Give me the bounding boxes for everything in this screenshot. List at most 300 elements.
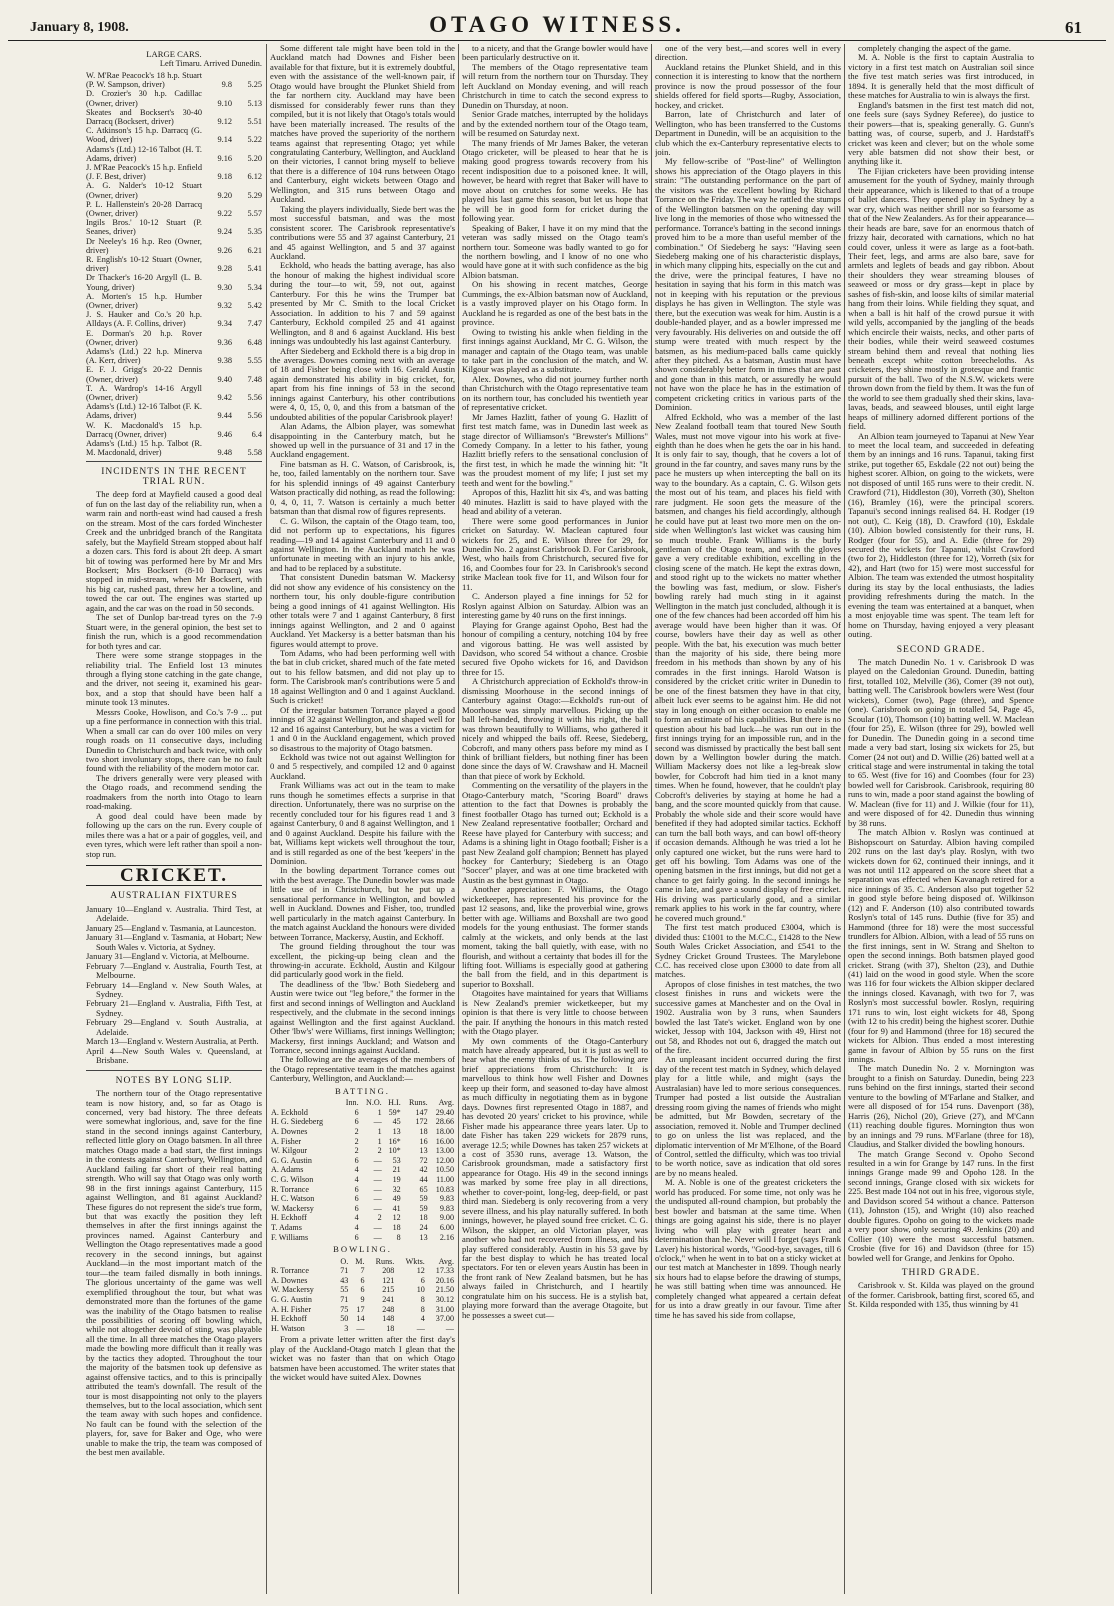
car-entry: Dr Thacker's 16-20 Argyll (L. B. Young, driver) — [86, 273, 202, 292]
section-divider — [86, 1070, 262, 1071]
batting-row — [270, 1175, 455, 1185]
batting-row — [270, 1146, 455, 1156]
batting-row — [270, 1194, 455, 1204]
article-paragraph: Barron, late of Christchurch and later of Wellington, who has been transferred to the Customs Department in Dunedin, will be an acquisition to the club which the ex-Canterbury representative elects to join. — [655, 109, 841, 157]
bowling-title: BOWLING. — [333, 1244, 392, 1255]
stats-cell: A. Adams — [271, 1165, 304, 1175]
column-rule — [651, 44, 652, 1594]
stats-cell: 9.83 — [439, 1194, 454, 1204]
stats-cell: — — [373, 1155, 382, 1165]
article-paragraph: The many friends of Mr James Baker, the veteran Otago cricketer, will be pleased to hear that he is making good progress towards recovery from his recent indisposition due to a poisoned knee. It will, however, be heard with regret that Baker will have to move about on crutches for some weeks. He has played his last game this season, but let us hope that he will be in good form for cricket during the following year. — [462, 137, 648, 224]
stats-cell: — — [373, 1117, 382, 1127]
car-left-time: 9.40 — [217, 374, 232, 384]
stats-cell: 20.16 — [435, 1275, 454, 1285]
car-row — [86, 365, 262, 383]
stats-cell: 16.00 — [435, 1136, 454, 1146]
article-paragraph: Playing for Grange against Opoho, Best had the honour of compiling a century, notching 104 by free and vigorous batting. He was well assisted by Davidson, who scored 54 without a chance. Crosbie secured five Opoho wickets for 16, and Davidson three for 15. — [462, 619, 648, 677]
stats-cell: R. Torrance — [271, 1266, 309, 1276]
stats-cell: 32 — [392, 1184, 401, 1194]
article-paragraph: Frank Williams was act out in the team to make runs though he sometimes effects a surprise in that direction. Unfortunately, there was no surprise on the recently concluded tour for his figures read 1 and 3 against Canterbury, 0 and 8 against Wellington, and 1 and 0 against Auckland. Despite his failure with the bat, Williams kept wickets well throughout the tour, and is still regarded as one of the best 'keepers' in the Dominion. — [270, 780, 455, 866]
car-entry: J. M'Rae Peacock's 15 h.p. Enfield (J. F. Best, driver) — [86, 162, 202, 182]
stats-cell: 10* — [388, 1146, 401, 1156]
stats-cell: 8 — [420, 1304, 425, 1314]
car-entry: Adams's (Ltd.) 12-16 Talbot (H. T. Adams, driver) — [86, 144, 202, 163]
car-row — [86, 402, 262, 420]
stats-cell: H. Eckhoff — [271, 1213, 307, 1223]
stats-cell: 17.33 — [435, 1266, 454, 1276]
stats-cell: 13 — [392, 1127, 401, 1137]
article-paragraph: The set of Dunlop bar-tread tyres on the 7-9 Stuart were, in the general opinion, the best set to finish the run, which is a good recommendation for both tyres and car. — [86, 612, 262, 651]
bowling-row — [270, 1295, 455, 1305]
car-entry: Adams's (Ltd.) 15 h.p. Talbot (R. M. Macdonald, driver) — [86, 439, 202, 458]
column-rule — [458, 44, 459, 1594]
article-paragraph: An Albion team journeyed to Tapanui at New Year to meet the local team, and succeeded in defeating them by an innings and 16 runs. Tapanui, taking first strike, put together 65, Eskdale (22 not out) being the highest scorer. Albion, on going to the wickets, were not disposed of until 165 runs were to their credit. N. Crawford (71), Hiddleston (30), Vorreth (30), Shelton (16), Bramley (16), were the principal scorers. Tapanui's second innings realised 84. H. Rodger (19 not out), C. Keig (18), D. Crawford (10), Eskdale (10). Albion bowled consistently for their runs, H. Rodger (four for 55), and A. Edie (three for 29) secured the wickets for Tapanui, whilst Crawford (two for 2), Hiddleston (three for 12), Vorreth (six for 42), and Hart (two for 15) were most successful for Albion. The team was extended the utmost hospitality during its stay by the local enthusiasts, the ladies providing refreshments during the match. In the evening the team was entertained at a banquet, when a most enjoyable time was spent. The team left for home on Thursday, having enjoyed a very pleasant outing. — [848, 430, 1034, 640]
car-left-time: 9.38 — [217, 356, 232, 366]
batting-row — [270, 1117, 455, 1127]
car-entry: Dr Neeley's 16 h.p. Reo (Owner, driver) — [86, 236, 202, 255]
car-row — [86, 237, 262, 255]
stats-cell: 208 — [382, 1266, 395, 1276]
article-paragraph: On his showing in recent matches, George Cummings, the ex-Albion batsman now of Auckland, is a vastly improved player on his Otago form. In Auckland he is regarded as one of the best bats in the province. — [462, 279, 648, 328]
article-paragraph: The deep ford at Mayfield caused a good deal of fun on the last day of the reliability run, when a warm rain and north-east wind had caused a fresh on the stream. Most of the cars forded Winchester Creek and the unbridged branch of the Rangitata safely, but the Mayfield Stream stopped about half a dozen cars. This ford is about 2ft deep. A smart bit of towing was performed here by Mr and Mrs Bocksert; Mrs Bocksert (8-10 Darracq) was stopped in mid-stream, when Mr Bocksert, with his big car, rushed past, threw her a towline, and towed the car out. The engines was started up again, and the car was on the road in 50 seconds. — [86, 489, 262, 613]
article-paragraph: Messrs Cooke, Howlison, and Co.'s 7-9 ... put up a fine performance in connection with this trial. When a small car can do over 100 miles on very rough roads on 11 consecutive days, including Dunedin to Christchurch and back twice, with only two short involuntary stops, there can be no fault found with the reliability of the modern motor car. — [86, 706, 262, 774]
article-paragraph: to a nicety, and that the Grange bowler would have been particularly destructive on it. — [462, 44, 648, 63]
stats-cell: — — [356, 1323, 365, 1333]
article-paragraph: There were some good performances in Junior cricket on Saturday. W. Maclean captured four wickets for 25, and E. Wilson three for 29, for Dunedin No. 2 against Carisbrook D. For Carisbrook, West, who hails from Christchurch, secured five for 16, and Coombes four for 23. In Carisbrook's second strike Maclean took five for 11, and Wilson four for 11. — [462, 515, 648, 592]
stats-cell: A. Downes — [271, 1275, 308, 1285]
batting-row — [270, 1108, 455, 1118]
stats-cell: — — [373, 1194, 382, 1204]
stats-cell: C. G. Wilson — [271, 1175, 314, 1185]
article-paragraph: Auckland retains the Plunket Shield, and in this connection it is interesting to know that the northern province is now the proud possessor of the four shields offered for field sports—Rugby, Association, hockey, and cricket. — [655, 61, 841, 110]
car-row — [86, 273, 262, 291]
car-left-time: 9.20 — [217, 190, 232, 200]
stats-cell: 13 — [419, 1232, 428, 1242]
stats-cell: 13 — [419, 1146, 428, 1156]
stats-cell: 17 — [356, 1304, 365, 1314]
column-4-text — [655, 44, 841, 1320]
stats-cell: H. Eckhoff — [271, 1314, 307, 1324]
car-row — [86, 126, 262, 144]
article-paragraph: Apropos of close finishes in test matches, the two closest finishes in runs and wickets were the successive games at Manchester and on the Oval in 1902. Australia won by 3 runs, when Saunders bowled the last Tate's wicket. England won by one wicket, Jessop with 104, Jackson with 49, Hirst not out 58, and Rhodes not out 6, dragged the match out of the fire. — [655, 978, 841, 1056]
column-4 — [655, 44, 841, 1596]
article-paragraph: The ground fielding throughout the tour was excellent, the picking-up being clean and the throwing-in accurate. Eckhold, Austin and Kilgour did particularly good work in the field. — [270, 941, 455, 980]
fixture-item: January 31—England v. Tasmania, at Hobart; New South Wales v. Victoria, at Sydney. — [86, 932, 262, 952]
article-paragraph: The match Dunedin No. 2 v. Mornington was brought to a finish on Saturday. Dunedin, being 223 runs behind on the first innings, started their second venture to the bowling of M'Farlane and Stalker, and were all disposed of for 154 runs. Davenport (38), Harris (26), Nichol (20), Grieve (27), and M'Cann (11) reaching double figures. Mornington thus won by an innings and 79 runs. M'Farlane (three for 18), Claudius, and Stalker divided the bowling honours. — [848, 1063, 1034, 1150]
stats-cell: 49 — [392, 1194, 401, 1204]
car-arrived-time: 6.12 — [247, 172, 262, 182]
car-left-time: 9.10 — [217, 98, 232, 108]
stats-cell: 16* — [388, 1136, 401, 1146]
stats-cell: 3 — [344, 1323, 349, 1333]
article-paragraph: The drivers generally were very pleased with the Otago roads, and recommend sending the roadmakers from the north into Otago to learn road-making. — [86, 772, 262, 812]
article-paragraph: Of the irregular batsmen Torrance played a good innings of 32 against Wellington, and shaped well for 12 and 16 against Canterbury, but he was a victim for 1 and 0 in the Auckland engagement, which proved so disastrous to the majority of Otago batsmen. — [270, 704, 455, 753]
stats-cell: A. Eckhold — [271, 1107, 308, 1117]
article-paragraph: Another appreciation: F. Williams, the Otago wicketkeeper, has represented his province for the past 12 seasons, and, like the proverbial wine, grows better with age. Williams and Boxshall are two good models for the young enthusiast. The former stands calmly at the wickets, and only bends at the last moment, taking the ball quietly, with ease, with no flourish, and without a certainty that bodes ill for the lifting foot. Williams is especially good at gathering the ball from the field, and in this department is superior to Boxshall. — [462, 884, 648, 989]
article-paragraph: completely changing the aspect of the game. — [858, 44, 1011, 53]
car-entry: Skeates and Bocksert's 30-40 Darracq (Bocksert, driver) — [86, 107, 202, 126]
stats-cell: 241 — [382, 1295, 395, 1305]
stats-cell: 55 — [340, 1285, 349, 1295]
stats-cell: F. Williams — [271, 1232, 309, 1242]
stats-cell: 19 — [392, 1175, 401, 1185]
car-row — [86, 421, 262, 439]
stats-cell: 1 — [377, 1107, 382, 1117]
stats-cell: 71 — [340, 1295, 349, 1305]
section-divider — [86, 461, 262, 462]
article-paragraph: Apropos of this, Hazlitt hit six 4's, and was batting 40 minutes. Hazlitt is said to have played with the head and ability of a veteran. — [462, 487, 648, 517]
car-entry: Ingils Bros.' 10-12 Stuart (P. Seanes, driver) — [86, 218, 202, 237]
car-arrived-time: 5.57 — [247, 208, 262, 218]
stats-cell: 30.12 — [435, 1295, 454, 1305]
car-row — [86, 181, 262, 199]
stats-cell: 18 — [419, 1213, 428, 1223]
stats-cell: 18 — [392, 1223, 401, 1233]
batting-row — [270, 1223, 455, 1233]
stats-cell: 2 — [354, 1146, 359, 1156]
stats-cell: 4 — [354, 1223, 359, 1233]
car-left-time: 9.12 — [217, 116, 232, 126]
stats-cell: 2 — [354, 1127, 359, 1137]
article-paragraph: The first test match produced £3004, which is divided thus: £1001 to the M.C.C., £1428 to the New South Wales Cricket Association, and £541 to the Sydney Cricket Ground Trustees. The Marylebone C.C. has received close upon £3000 to date from all matches. — [655, 922, 841, 980]
stats-cell: 43 — [340, 1275, 349, 1285]
notes-heading: NOTES BY LONG SLIP. — [115, 1075, 233, 1086]
car-entry: D. Crozier's 30 h.p. Cadillac (Owner, driver) — [86, 89, 202, 108]
fixture-item: February 7—England v. Australia, Fourth Test, at Melbourne. — [86, 960, 262, 981]
stats-cell: — — [373, 1223, 382, 1233]
stats-cell: 18 — [419, 1127, 428, 1137]
bowling-row — [270, 1314, 455, 1324]
stats-cell: 148 — [382, 1314, 395, 1324]
car-left-time: 9.8 — [221, 80, 232, 90]
fixture-item: April 4—New South Wales v. Queensland, at Brisbane. — [86, 1045, 262, 1066]
second-grade-heading: SECOND GRADE. — [896, 644, 986, 655]
fixture-item: January 10—England v. Australia. Third Test, at Adelaide. — [86, 903, 262, 924]
car-arrived-time: 5.29 — [247, 190, 262, 200]
stats-cell: 248 — [382, 1304, 395, 1314]
newspaper-title: OTAGO WITNESS. — [429, 12, 685, 37]
stats-cell: 21.50 — [435, 1285, 454, 1295]
car-entry: Adams's (Ltd.) 22 h.p. Minerva (A. Kerr, driver) — [86, 347, 202, 366]
third-grade-article — [848, 1281, 1034, 1309]
car-arrived-time: 5.25 — [247, 80, 262, 90]
stats-cell: — — [373, 1203, 382, 1213]
car-arrived-time: 5.41 — [247, 264, 262, 274]
batting-row — [270, 1156, 455, 1166]
car-arrived-time: 5.20 — [247, 153, 262, 163]
article-paragraph: C. Anderson played a fine innings for 52 for Roslyn against Albion on Saturday. Albion was an interesting game by 40 runs on the first innings. — [462, 591, 648, 621]
bowling-row — [270, 1266, 455, 1276]
car-arrived-time: 5.56 — [247, 393, 262, 403]
stats-cell: 4 — [354, 1175, 359, 1185]
article-paragraph: Fine batsman as H. C. Watson, of Carisbrook, is, he, too, failed lamentably on the northern tour. Save for his splendid innings of 49 against Canterbury Watson practically did nothing, as read the following: 0, 4, 0, 11, 7. Watson is certainly a much better batsman than that dismal row of figures represents. — [270, 458, 455, 517]
car-arrived-time: 5.35 — [247, 227, 262, 237]
car-left-time: 9.18 — [217, 172, 232, 182]
bowling-table — [270, 1257, 455, 1334]
cars-arrived-label: Arrived Dunedin. — [203, 59, 262, 69]
cricket-heading: CRICKET. — [86, 865, 262, 886]
article-paragraph: That consistent Dunedin batsman W. Mackersy did not show any evidence of his consistency on the northern tour, his only double-figure contribution being a good innings of 41 against Wellington. His other totals were 7 and 1 against Canterbury, 8 first innings against Wellington, and 2 and 0 against Auckland. Yet Mackersy is a better batsman than his figures would attempt to prove. — [270, 572, 455, 649]
stats-cell: 75 — [340, 1304, 349, 1314]
stats-cell: 11.00 — [436, 1175, 454, 1185]
stats-cell: 53 — [392, 1155, 401, 1165]
car-left-time: 9.30 — [217, 282, 232, 292]
column-3-text — [462, 44, 648, 1320]
stats-cell: 59 — [419, 1203, 428, 1213]
fixtures-heading: AUSTRALIAN FIXTURES — [110, 891, 238, 902]
stats-cell: 10.83 — [435, 1184, 454, 1194]
stats-header: N.O. — [365, 1098, 382, 1108]
stats-header — [270, 1098, 340, 1108]
stats-header: O. — [340, 1256, 349, 1266]
batting-table — [270, 1098, 455, 1242]
car-left-time: 9.32 — [217, 300, 232, 310]
page-number: 61 — [1065, 18, 1082, 37]
batting-row — [270, 1127, 455, 1137]
stats-header: M. — [355, 1256, 365, 1266]
stats-cell: 10.50 — [435, 1165, 454, 1175]
stats-cell: T. Adams — [271, 1223, 302, 1233]
article-paragraph: Carisbrook v. St. Kilda was played on the ground of the former. Carisbrook, batting first, scored 65, and St. Kilda responded with 135, thus winning by 41 — [848, 1280, 1034, 1310]
stats-cell: 1 — [377, 1127, 382, 1137]
stats-cell: 6 — [354, 1107, 359, 1117]
car-left-time: 9.42 — [217, 393, 232, 403]
car-row — [86, 89, 262, 107]
article-paragraph: Speaking of Baker, I have it on my mind that the veteran was sadly missed on the Otago team's northern tour. Someone was badly wanted to go for the northern bowling, and I know of no one who would have gone at it with such confidence as the big Albion batsman. — [462, 222, 648, 280]
car-left-time: 9.28 — [217, 264, 232, 274]
stats-cell: 8 — [396, 1232, 401, 1242]
stats-cell: 4 — [354, 1165, 359, 1175]
car-entry: J. S. Hauker and Co.'s 20 h.p. Alldays (A. F. Collins, driver) — [86, 310, 202, 329]
stats-cell: H. C. Watson — [271, 1194, 315, 1204]
article-paragraph: The Fijian cricketers have been providing intense amusement for the youth of Sydney, mainly through their appearance, which is likened to that of a troupe of ballet dancers. They opened play in Sydney by a war cry, which was neither shrill nor so fearsome as that of the New Zealanders. As for their appearance—their heads are bare, save for an enormous thatch of frizzy hair, decorated with carnations, which no hat could cover, unless it were as large as a foot-bath. Their feet, legs, and arms are also bare, save for armlets and leglets of beads and gay ribbon. About their shoulders they wear streaming blouses of seaweed or moss or dry grass—kept in place by sashes of fish-skin, and loose kilts of similar material hang from their loins. While fielding they squat, and when a ball is hit half of the crowd pursue it with wild yells, accompanied by the jangling of the beads which encircle their waists, necks, and other parts of their bodies, while their weird seaweed costumes stream behind them and reveal that nothing lies beneath except white cotton breecheloths. As cricketers, they shine mostly in grotesque and frantic pursuit of the ball. Two of the N.S.W. wickets were thrown down from the field by them. It was the fun of the world to see them gradually shed their skins, lava-lavas, beads, and seaweed blouses, until eight large heaps of millinery adorned different portions of the field. — [848, 165, 1034, 432]
stats-cell: 12.00 — [435, 1155, 454, 1165]
stats-cell: 9 — [360, 1295, 365, 1305]
stats-cell: 6 — [420, 1275, 425, 1285]
car-row — [86, 218, 262, 236]
stats-cell: G. G. Austin — [271, 1295, 312, 1305]
article-paragraph: England's batsmen in the first test match did not, one feels sure (says Sydney Referee), do justice to their powers—that is, speaking generally. G. Gunn's batting was, of course, superb, and J. Hardstaff's cricket was keen and clever; but on the whole some very able batsmen did not show their best, or anything like it. — [848, 99, 1034, 167]
stats-cell: 147 — [415, 1107, 428, 1117]
stats-cell: 6 — [354, 1184, 359, 1194]
article-paragraph: Alfred Eckhold, who was a member of the last New Zealand football team that toured New South Wales, must not move vigour into his work at five-eighth than he does when he gets the oar in his hand. It is only fair to say, though, that he covers a lot of ground in the far country, and saves many runs by the pace he musters up when intercepting the ball on its way to the boundary. As a captain, C. G. Wilson gets the most out of his team, and places his field with rare judgment. He soon gets the measure of the batsmen, and changes his field accordingly, although he could have put at least two more men on the on-side when Wellington's last wicket was causing him so much trouble. Frank Williams is the burly gentleman of the Otago team, and with the gloves gave a very creditable exhibition, excelling in the closing scene of the match. He kept the extras down, and stood right up to the wickets no matter whether the bowling was fast, medium, or slow. Fisher's bowling rarely had much sting in it against Wellington in the match just concluded, although it is one of the few chances had been accorded off him his average would have been higher than it was. Of course, bowlers have their day as well as other people. With the bat, his execution was much better than the majority of his side, there being more freedom in his methods than shown by any of his comrades in the first innings. Harold Watson is considered by the cricket critic writer in Dunedin to be one of the finest batsmen they have in that city, albeit luck ever seems to be against him. He did not stay in long enough on either occasion to enable me to form an estimate of his capabilities. But there is no question about his bad luck—he was run out in the first innings trying for an impossible run, and in the second was dismissed by practically the best ball sent down by a Wellington bowler during the match. William Mackersy does not like a leg-break slow bowler, for Cobcroft had him tied in a knot many times. When he found, however, that he couldn't play Cobcroft's deliveries by staying at home he had a bang, and the score mounted quickly from that cause. Probably the whole side and their score would have benefited if they had adopted similar tactics. Eckhoff can turn the ball both ways, and can bowl off-theory if occasion demands. Although he was tried a lot he only captured one wicket, but the runs were hard to get off his bowling. Tom Adams was one of the opening batsmen in the first innings, but did not get a chance to get fairly going. In the second innings he came in late, and gave a sound display of free cricket. His driving was particularly good, and a similar remark applies to his work in the far country, where he covered much ground." — [655, 411, 841, 923]
car-left-time: 9.26 — [217, 245, 232, 255]
article-paragraph: Owing to twisting his ankle when fielding in the first innings against Auckland, Mr C. G. Wilson, the manager and captain of the Otago team, was unable to take part in the conclusion of the match, and W. Kilgour was played as a substitute. — [462, 326, 648, 375]
car-row — [86, 163, 262, 181]
stats-cell: 2.16 — [439, 1232, 454, 1242]
cars-left-label: Left Timaru. — [159, 59, 202, 69]
car-entry: A. Morten's 15 h.p. Humber (Owner, driver) — [86, 291, 202, 310]
article-paragraph: In the bowling department Torrance comes out with the best average. The Dunedin bowler was made little use of in Christchurch, but he put up a sensational performance in Wellington, and bowled well in Auckland. Downes and Fisher, too, trundled well particularly in the match against Canterbury. In the match against Auckland the honours were divided between Torrance, Mackersy, Austin, and Eckhoff. — [270, 865, 455, 942]
car-entry: C. Atkinson's 15 h.p. Darracq (G. Wood, driver) — [86, 126, 202, 145]
car-entry: A. G. Nalder's 10-12 Stuart (Owner, driver) — [86, 181, 202, 200]
car-left-time: 9.48 — [217, 448, 232, 458]
car-arrived-time: 5.22 — [247, 135, 262, 145]
stats-cell: 2 — [377, 1213, 382, 1223]
article-paragraph: Eckhold was twice not out against Wellington for 0 and 5 respectively, and compiled 12 and 0 against Auckland. — [270, 751, 455, 781]
stats-cell: 59 — [419, 1194, 428, 1204]
car-left-time: 9.22 — [217, 208, 232, 218]
stats-cell: 4 — [354, 1213, 359, 1223]
article-paragraph: Eckhold, who heads the batting average, has also the honour of making the highest individual score during the tour—to wit, 59, not out, against Canterbury. For this he wins the Trumper bat presented by Mr C. Smith to the local Cricket Association. In addition to his 7 and 59 against Canterbury, Eckhold compiled 25 and 41 against Wellington, and 8 and 6 against Auckland. His best innings was undoubtedly his last against Canterbury. — [270, 260, 455, 347]
stats-cell: 28.66 — [435, 1117, 454, 1127]
batting-title: BATTING. — [335, 1085, 390, 1096]
article-paragraph: Some different tale might have been told in the Auckland match had Downes and Fisher been available for that fixture, but it is extremely doubtful, even with the assistance of the well-known pair, if Otago would have brought the Plunket Shield from the far northern city. Auckland may have been dismissed for considerably fewer runs than they compiled, but it is not likely that Otago's totals would have been materially increased. The results of the matches have proved the superiority of the northern teams against that representing Otago; yet while congratulating Canterbury, Wellington, and Auckland on their victories, I cannot bring myself to believe that there is a difference of 104 runs between Otago and Canterbury, eight wickets between Otago and Wellington, and 315 runs between Otago and Auckland. — [270, 44, 455, 205]
car-row — [86, 71, 262, 89]
notes-article — [86, 1089, 262, 1458]
fixture-item: January 25—England v. Tasmania, at Launceston. — [86, 922, 257, 933]
car-row — [86, 200, 262, 218]
stats-cell: 6 — [360, 1285, 365, 1295]
fixtures-list — [86, 905, 262, 1066]
article-paragraph: The match Albion v. Roslyn was continued at Bishopscourt on Saturday. Albion having compiled 202 runs on the last day's play. Roslyn, with two wickets down for 62, continued their innings, and it was not until 112 appeared on the score sheet that a separation was effected when Kavanagh retired for a nice innings of 35. C. Anderson also put together 52 in good style before being disposed of. Wilkinson (12) and F. Anderson (10) also contributed towards Roslyn's total of 145 runs. Duthie (five for 35) and Hammond (three for 18) were the most successful trundlers for Albion. Albion, with a lead of 55 runs on the first innings, sent in W. Strang and Shelton to open the second innings. Both batsmen played good cricket. Strang (with 37), Shelton (23), and Duthie (41) laid on the wood in good style. When the score was 116 for four wickets the Albion skipper declared the innings closed. Kavanagh, with two for 7, was Roslyn's most successful bowler. Roslyn, requiring 171 runs to win, lost eight wickets for 48, Spong (with 12 to his credit) being the highest scorer. Duthie (four for 9) and Hammond (three for 18) secured the wickets for Albion. Thus ended a most interesting game in favour of Albion by 55 runs on the first innings. — [848, 827, 1034, 1065]
stats-cell: 6 — [354, 1203, 359, 1213]
car-row — [86, 108, 262, 126]
car-arrived-time: 5.56 — [247, 411, 262, 421]
stats-cell: — — [445, 1323, 454, 1333]
stats-cell: 2 — [354, 1136, 359, 1146]
article-paragraph: Otagoites have maintained for years that Williams is New Zealand's premier wicketkeeper, but my opinion is that there is very little to choose between the pair. If anything the honours in this match rested with the Otago player. — [462, 988, 648, 1037]
cars-heading: LARGE CARS. — [146, 49, 202, 59]
stats-cell: A. H. Fisher — [271, 1304, 312, 1314]
article-paragraph: The members of the Otago representative team will return from the northern tour on Thursday. They left Auckland on Monday evening, and will reach Christchurch in time to catch the second express to Dunedin on Thursday, at noon. — [462, 61, 648, 110]
car-arrived-time: 7.48 — [247, 374, 262, 384]
stats-cell: 16 — [419, 1136, 428, 1146]
stats-cell: 50 — [340, 1314, 349, 1324]
stats-cell: 4 — [420, 1314, 425, 1324]
stats-header: Avg. — [438, 1256, 454, 1266]
batting-row — [270, 1185, 455, 1195]
stats-cell: 9.00 — [439, 1213, 454, 1223]
article-paragraph: The following are the averages of the members of the Otago representative team in the matches against Canterbury, Wellington, and Auckland:— — [270, 1054, 455, 1084]
issue-date: January 8, 1908. — [30, 20, 129, 35]
article-paragraph: The northern tour of the Otago representative team is now history, and, so far as Otago is concerned, very bad history. The three defeats were somewhat inglorious, and, save for the fine stand in the second innings against Canterbury, reflected little glory on Otago batsmen. In all three matches Otago made a bad start, the first innings in the contests against Canterbury, Wellington, and Auckland failing far short of their real batting strength. Who will say that Otago was only worth 98 in the first innings against Canterbury, 115 against Wellington, and 81 against Auckland? These figures do not represent the side's true form, but that was exactly the position they left themselves in after the first innings against the provinces named. Against Canterbury and Wellington the Otago representatives made a good recovery in the second innings, but against Auckland—in the most important match of the tour—the team failed dismally in both innings. The glorious uncertainty of the game was well exemplified throughout the tour, but what was demonstrated more than the fortunes of the game was the inability of the Otago batsmen to realise the possibilities of scoring off bowling which, while not altogether devoid of sting, was playable all the time. In all three matches the Otago players made the bowling more difficult than it really was by the tactics they adopted. Throughout the tour the majority of the batsmen took up defensive as against offensive tactics, and to this is principally attributed the team's downfall. The result of the tour is most disappointing not only to the players themselves, but to the local association, which sent the team away with such hopes and confidence. No fault can be found with the selection of the players, for, save for Baker and Oge, who were unable to make the trip, the team was composed of the best men available. — [86, 1088, 262, 1458]
stats-cell: H. Watson — [271, 1323, 305, 1333]
car-entry: W. K. Macdonald's 15 h.p. Darracq (Owner, driver) — [86, 420, 202, 439]
fixture-item: February 29—England v. South Australia, at Adelaide. — [86, 1017, 262, 1037]
stats-header: Runs. — [408, 1098, 428, 1108]
batting-row — [270, 1165, 455, 1175]
fixture-item: February 21—England v. Australia, Fifth Test, at Sydney. — [86, 998, 262, 1018]
car-entry: Adams's (Ltd.) 12-16 Talbot (F. K. Adams, driver) — [86, 402, 202, 421]
car-entry: E. F. J. Grigg's 20-22 Dennis (Owner, driver) — [86, 365, 202, 384]
car-left-time: 9.36 — [217, 337, 232, 347]
stats-cell: 172 — [415, 1117, 428, 1127]
masthead — [8, 6, 1106, 41]
car-entry: R. English's 10-12 Stuart (Owner, driver) — [86, 254, 202, 274]
stats-cell: 7 — [360, 1266, 365, 1276]
article-paragraph: There were some strange stoppages in the reliability trial. The Enfield lost 13 minutes through a flying stone catching in the gate change, and the driver, not seeing it, examined his gear-box, and a stop that should have been half a minute took 13 minutes. — [86, 650, 262, 708]
bowling-row — [270, 1285, 455, 1295]
column-5-text — [848, 44, 1034, 640]
stats-cell: W. Mackersy — [271, 1285, 314, 1295]
stats-cell: 31.00 — [435, 1304, 454, 1314]
stats-cell: 6 — [354, 1117, 359, 1127]
stats-header: Avg. — [438, 1098, 454, 1108]
stats-cell: H. G. Siedeberg — [271, 1117, 324, 1127]
stats-cell: 12 — [416, 1266, 425, 1276]
stats-cell: W. Mackersy — [271, 1203, 314, 1213]
stats-cell: R. Torrance — [271, 1184, 309, 1194]
column-2-closing: From a private letter written after the first day's play of the Auckland-Otago match I glean that the wicket was no faster than that on which Otago batsmen have been accustomed. The writer states that the wicket would have suited Alex. Downes — [270, 1334, 455, 1383]
column-3 — [462, 44, 648, 1596]
car-arrived-time: 5.51 — [247, 116, 262, 126]
stats-cell: — — [416, 1323, 425, 1333]
column-rule — [266, 44, 267, 1594]
car-arrived-time: 5.58 — [247, 448, 262, 458]
bowling-row — [270, 1324, 455, 1334]
stats-cell: 1 — [377, 1136, 382, 1146]
article-paragraph: After Siedeberg and Eckhold there is a big drop in the averages. Downes coming next with an average of 18 and Fisher being close with 16. Gerald Austin again demonstrated his ability in big cricket, for, apart from his fine innings of 53 in the second innings against Canterbury, his other contributions were 4, 0, 15, 0, 0, and this from a batsman of the undoubted abilities of the popular Carisbrook player! — [270, 345, 455, 422]
stats-cell: 59* — [388, 1107, 401, 1117]
bowling-row — [270, 1276, 455, 1286]
column-1 — [86, 44, 262, 1596]
car-arrived-time: 6.4 — [251, 429, 262, 439]
article-paragraph: Commenting on the versatility of the players in the Otago-Canterbury match, "Scoring Board" draws attention to the fact that Downes is probably the finest footballer Otago has turned out; Eckhold is a New Zealand representative footballer; Orchard and Reese have played for Canterbury with success; and Adams is a shining light in Otago football; Fisher is a past New Zealand golf champion; Bennett has played hockey for Canterbury; Siedeberg is an Otago "Soccer" player, and was at one time bracketed with Austin as the best gymnast in Otago. — [462, 780, 648, 885]
article-paragraph: Senior Grade matches, interrupted by the holidays and by the extended northern tour of the Otago team, will be resumed on Saturday next. — [462, 109, 648, 139]
car-left-time: 9.46 — [217, 429, 232, 439]
article-paragraph: An unpleasant incident occurred during the first day of the recent test match in Sydney, which delayed play for a little while, and might (says the Australasian) have led to more serious consequences. Trumper had posted a list outside the Australian dressing room giving the names of friends who might be admitted, but Mr Bowden, secretary of the association, removed it. Noble and Trumper declined to go on unless the list was replaced, and the diplomatic intervention of Mr M'Elhone, of the Board of Control, settled the difficulty, which was too trivial to be worth notice, save as indication that old sores are by no means healed. — [655, 1054, 841, 1178]
car-row — [86, 439, 262, 457]
car-entry: E. Dorman's 20 h.p. Rover (Owner, driver) — [86, 328, 202, 347]
stats-cell: 21 — [392, 1165, 401, 1175]
car-left-time: 9.16 — [217, 153, 232, 163]
car-row — [86, 347, 262, 365]
car-arrived-time: 5.13 — [247, 98, 262, 108]
car-left-time: 9.24 — [217, 227, 232, 237]
bowling-row — [270, 1305, 455, 1315]
stats-cell: 41 — [392, 1203, 401, 1213]
stats-cell: 29.40 — [435, 1107, 454, 1117]
stats-cell: 18 — [386, 1323, 395, 1333]
car-row — [86, 310, 262, 328]
third-grade-heading: THIRD GRADE. — [901, 1268, 981, 1278]
stats-cell: 6 — [354, 1232, 359, 1242]
car-arrived-time: 7.47 — [247, 319, 262, 329]
stats-cell: 14 — [356, 1314, 365, 1324]
car-row — [86, 329, 262, 347]
article-paragraph: A Christchurch appreciation of Eckhold's throw-in dismissing Moorhouse in the second innings of Canterbury against Otago:—Eckhold's run-out of Moorhouse was simply marvellous. Picking up the ball left-handed, throwing it with his right, the ball was thrown beautifully to Williams, who gathered it nicely and whipped the bails off. Reese, Siedeberg, Cobcroft, and many others pass before my mind as I think of brilliant fielders, but nothing finer has been done since the days of W. Crawshaw and H. Macneil than that piece of work by Eckhold. — [462, 676, 648, 781]
fixture-item: March 13—England v. Western Australia, at Perth. — [86, 1036, 259, 1047]
stats-cell: 9.83 — [439, 1203, 454, 1213]
stats-cell: — — [373, 1232, 382, 1242]
car-arrived-time: 6.21 — [247, 245, 262, 255]
column-rule — [844, 44, 845, 1594]
article-paragraph: Alan Adams, the Albion player, was somewhat disappointing in the Canterbury match, but he showed up well in the pursuance of 31 and 17 in the Auckland engagement. — [270, 421, 455, 460]
article-paragraph: Taking the players individually, Siede bert was the most successful batsman, and was the most consistent scorer. The Carisbrook representative's contributions were 55 and 37 against Canterbury, 21 and 45 against Wellington, and 5 and 37 against Auckland. — [270, 203, 455, 261]
column-2-text — [270, 44, 455, 1084]
batting-row — [270, 1213, 455, 1223]
second-grade-article — [848, 658, 1034, 1263]
article-paragraph: The match Grange Second v. Opoho Second resulted in a win for Grange by 147 runs. In the first innings Grange made 99 and Opoho 128. In the second innings, Grange closed with six wickets for 225. Best made 104 not out in his free, vigorous style, and Davidson scored 54 without a chance. Patterson (11), Johnston (15), and Wright (10) also reached double figures. Opoho on going to the wickets made a very poor show, only securing 49. Jenkins (20) and Collier (10) were the most successful batsmen. Crosbie (five for 16) and Davidson (three for 15) bowled well for Grange, and Jenkins for Opoho. — [848, 1148, 1034, 1263]
cars-table — [86, 71, 262, 458]
stats-header: H.I. — [388, 1098, 401, 1108]
car-arrived-time: 5.55 — [247, 356, 262, 366]
stats-cell: 72 — [419, 1155, 428, 1165]
stats-cell: 71 — [340, 1266, 349, 1276]
car-row — [86, 384, 262, 402]
incidents-article — [86, 490, 262, 859]
column-5 — [848, 44, 1034, 1596]
article-paragraph: M. A. Noble is one of the greatest cricketers the world has produced. For some time, not only was he the undisputed all-round champion, but probably the best bowler and batsman at the same time. When things are going against his side, there is no player living who will play with greater heart and determination than he. Never will I forget (says Frank Laver) his historical words, "Good-bye, savages, till 6 o'clock," when he went in to bat on a sticky wicket at our test match at Manchester in 1899. Though nearly six hours had to elapse before the drawing of stumps, he was still batting when time was announced. He completely changed what appeared a certain defeat for us into a draw greatly in our favour. Time after time he has saved his side from collapse, — [655, 1177, 841, 1320]
stats-cell: — — [373, 1184, 382, 1194]
fixture-item: February 14—England v. New South Wales, at Sydney. — [86, 979, 262, 999]
stats-cell: 45 — [392, 1117, 401, 1127]
car-arrived-time: 6.48 — [247, 337, 262, 347]
incidents-heading: INCIDENTS IN THE RECENT TRIAL RUN. — [101, 467, 247, 487]
car-row — [86, 255, 262, 273]
stats-cell: 44 — [419, 1175, 428, 1185]
